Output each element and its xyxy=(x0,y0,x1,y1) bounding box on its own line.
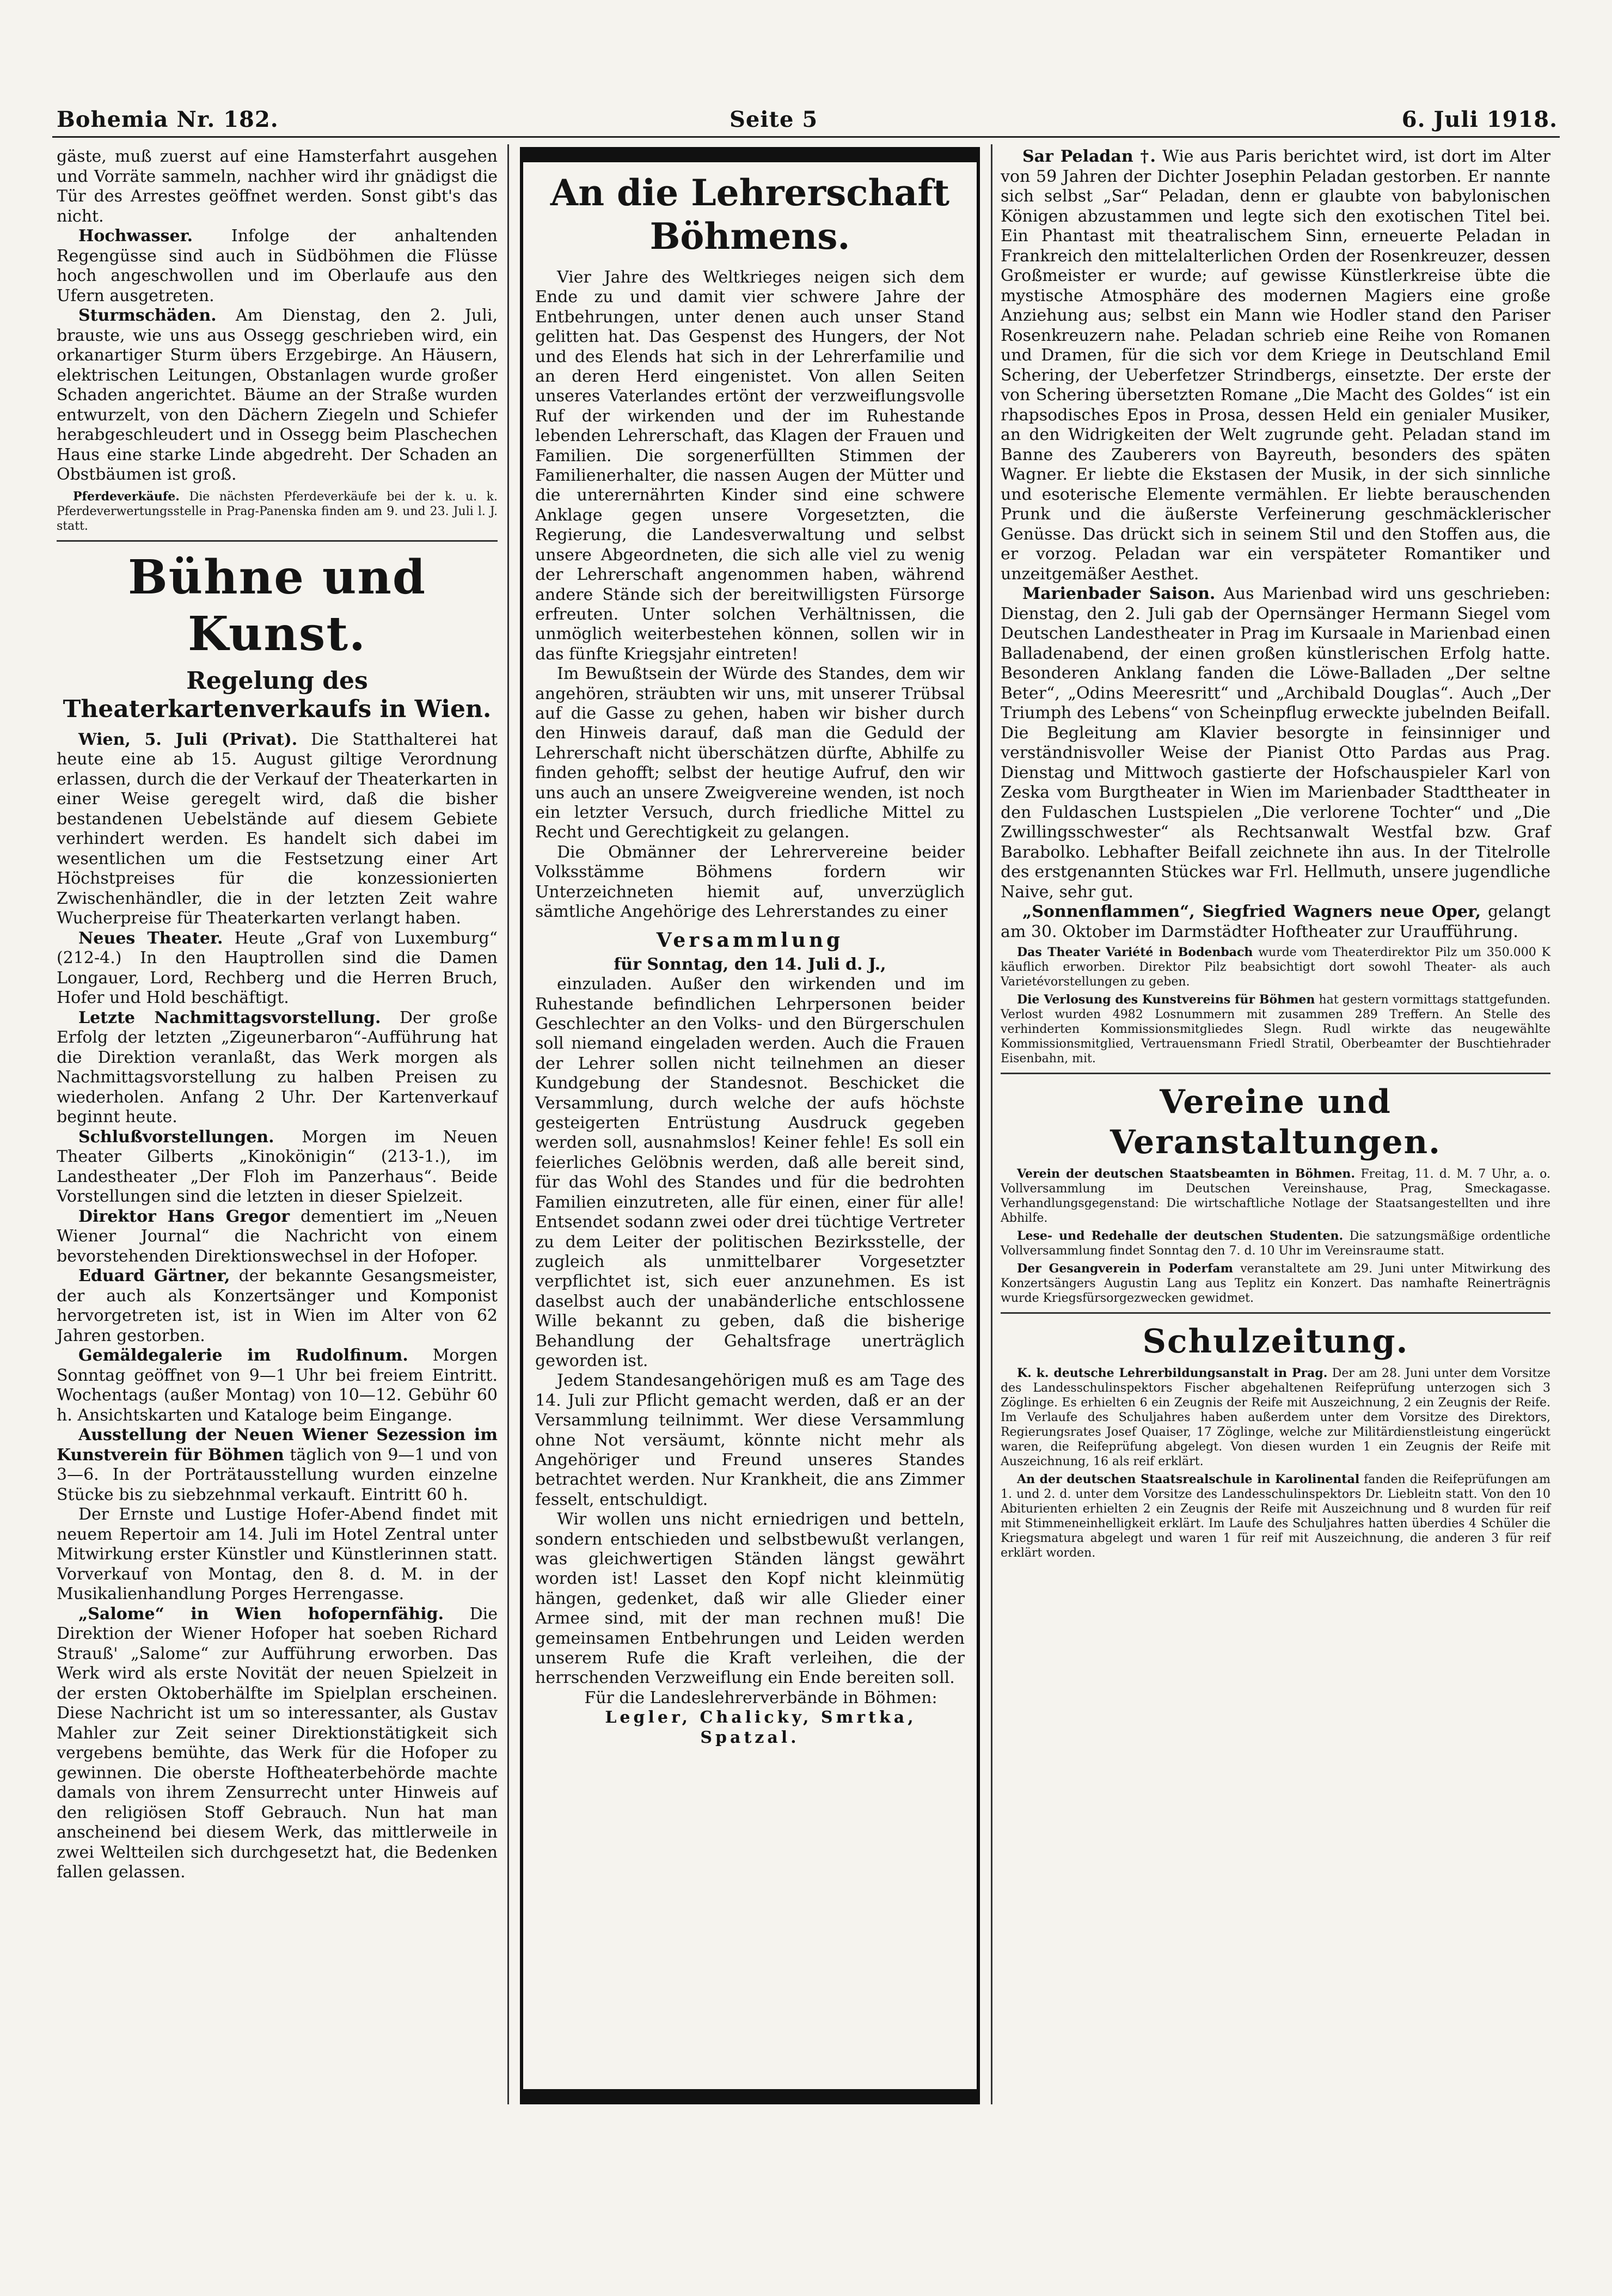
divider xyxy=(1001,1073,1550,1074)
headline: Der Gesangverein in Poderfam xyxy=(1017,1262,1233,1276)
body: Der große Erfolg der letzten „Zigeunerbaron“-Aufführung hat die Direktion veranlaßt, das Werk morgen als Nachmittagsvorstellung zu halben Preisen zu wiederholen. Anfang 2 Uhr. Der Kartenverkauf beginnt heute. xyxy=(57,1008,498,1126)
vereine-title: Vereine und Veranstaltungen. xyxy=(1110,1083,1442,1161)
headline: Verein der deutschen Staatsbeamten in Böhmen. xyxy=(1017,1167,1356,1181)
body: Die nächsten Pferdeverkäufe bei der k. u. k. Pferdeverwertungsstelle in Prag-Panenska finden am 9. und 23. Juli l. J. statt. xyxy=(57,489,498,533)
header-left: Bohemia Nr. 182. xyxy=(57,107,279,132)
news-gemaelde xyxy=(57,1346,498,1425)
schul-item xyxy=(1001,1472,1550,1560)
headline: Sturmschäden. xyxy=(78,306,217,325)
news-neues-theater xyxy=(57,929,498,1008)
news-peladan xyxy=(1001,147,1550,584)
body: täglich von 9—1 und von 3—6. In der Porträtausstellung wurden einzelne Stücke bis zu siebzehnmal verkauft. Eintritt 60 h. xyxy=(57,1445,498,1504)
headline: Lese- und Redehalle der deutschen Studenten. xyxy=(1017,1229,1344,1243)
news-sturm xyxy=(57,306,498,485)
body: Die Statthalterei hat heute eine ab 15. August giltige Verordnung erlassen, durch die der Verkauf der Theaterkarten in einer Weise geregelt wird, daß die bisher bestandenen Uebelstände auf diesem Gebiete verhindert werden. Es handelt sich dabei im wesentlichen um die Festsetzung einer Art Höchstpreises für die konzessionierten Zwischenhändler, die in der letzten Zeit wahre Wucherpreise für Theaterkarten verlangt haben. xyxy=(57,730,498,928)
body: hat gestern vormittags stattgefunden. Verlost wurden 4982 Losnummern mit zusammen 289 Treffern. An Stelle des verhinderten Kommissionsmitgliedes Slegn. Rudl wirkte das neugewählte Kommissionsmitglied, Vertrauensmann Friedl Stratil, Oberbeamter der Buschtiehrader Eisenbahn, mit. xyxy=(1001,993,1550,1066)
appeal-paragraph: Vier Jahre des Weltkrieges neigen sich dem Ende zu und damit vier schwere Jahre der Entbehrungen, unter denen auch unser Stand gelitten hat. Das Gespenst des Hungers, der Not und des Elends hat sich in der Lehrerfamilie und an deren Herd eingenistet. Von allen Seiten unseres Vaterlandes ertönt der verzweiflungsvolle Ruf der wirkenden und der im Ruhestande lebenden Lehrerschaft, das Klagen der Frauen und Familien. Die sorgenerfüllten Stimmen der Familienerhalter, die nassen Augen der Mütter und die unterernährten Kinder sind eine schwere Anklage gegen unsere Vorgesetzten, die Regierung, die Landesverwaltung und selbst unsere Abgeordneten, die sich alle viel zu wenig der Lehrerschaft angenommen haben, während andere Stände sich der bereitwilligsten Fürsorge erfreuten. Unter solchen Verhältnissen, die unmöglich weiterbestehen können, sollen wir in das fünfte Kriegsjahr eintreten! xyxy=(535,268,965,664)
column-rule-1 xyxy=(507,144,509,2104)
versammlung-date: für Sonntag, den 14. Juli d. J., xyxy=(614,954,886,974)
headline: Wien, 5. Juli (Privat). xyxy=(78,730,298,749)
headline: „Sonnenflammen“, Siegfried Wagners neue Oper, xyxy=(1022,902,1481,921)
news-letzte xyxy=(57,1008,498,1128)
appeal-paragraph: Die Obmänner der Lehrervereine beider Volksstämme Böhmens fordern wir Unterzeichneten hiemit auf, unverzüglich sämtliche Angehörige des Lehrerstandes zu einer xyxy=(535,842,965,921)
headline: Ausstellung der Neuen Wiener Sezession im Kunstverein für Böhmen xyxy=(57,1425,498,1465)
news-schluss xyxy=(57,1128,498,1207)
appeal-paragraph: einzuladen. Außer den wirkenden und im Ruhestande befindlichen Lehrpersonen beider Geschlechter an den Volks- und den Bürgerschulen soll niemand eingeladen werden. Auch die Frauen der Lehrer sollen nicht teilnehmen an dieser Kundgebung der Standesnot. Beschicket die Versammlung, durch welche der aufs höchste gesteigerten Entrüstung Ausdruck gegeben werden soll, ausnahmslos! Keiner fehle! Es soll ein feierliches Gelöbnis werden, daß alle bereit sind, für das Wohl des Standes und für die bedrohten Familien einzutreten, alle für einen, einer für alle! Entsendet sodann zwei oder drei tüchtige Vertreter zu dem Leiter der politischen Bezirksstelle, der zugleich als unmittelbarer Vorgesetzter verpflichtet ist, sich euer anzunehmen. Es ist daselbst auch der unabänderliche entschlossene Wille bekannt zu geben, daß die bisherige Behandlung der Gehaltsfrage unerträglich geworden ist. xyxy=(535,975,965,1370)
headline: K. k. deutsche Lehrerbildungsanstalt in Prag. xyxy=(1017,1366,1328,1380)
body: Morgen im Neuen Theater Gilberts „Kinokönigin“ (213-1.), im Landestheater „Der Floh im Panzerhaus“. Beide Vorstellungen sind die letzten in dieser Spielzeit. xyxy=(57,1127,498,1206)
headline: Direktor Hans Gregor xyxy=(78,1207,290,1226)
body: Infolge der anhaltenden Regengüsse sind auch in Südböhmen die Flüsse hoch angeschwollen und im Oberlaufe aus den Ufern ausgetreten. xyxy=(57,226,498,305)
body: gelangt am 30. Oktober im Darmstädter Hoftheater zur Uraufführung. xyxy=(1001,902,1550,941)
signature-line: Für die Landeslehrerverbände in Böhmen: xyxy=(584,1688,937,1707)
headline: Pferdeverkäufe. xyxy=(73,489,180,504)
divider xyxy=(1001,1312,1550,1314)
header-center: Seite 5 xyxy=(730,107,818,132)
header-right: 6. Juli 1918. xyxy=(1401,107,1558,132)
body: Freitag, 11. d. M. 7 Uhr, a. o. Vollversammlung im Deutschen Vereinshause, Prag, Smeckagasse. Verhandlungsgegenstand: Die wirtschaftliche Notlage der Staatsangestellten und ihre Abhilfe. xyxy=(1001,1167,1550,1225)
news-ernste: Der Ernste und Lustige Hofer-Abend findet mit neuem Repertoir am 14. Juli im Hotel Zentral unter Mitwirkung erster Künstler und Künstlerinnen statt. Vorverkauf von Montag, den 8. d. M. in der Musikalienhandlung Porges Herrengasse. xyxy=(57,1505,498,1603)
news-hochwasser xyxy=(57,226,498,306)
news-gaertner xyxy=(57,1266,498,1346)
vereine-item xyxy=(1001,1167,1550,1226)
box-top-bar xyxy=(523,150,977,162)
box-bottom-bar xyxy=(523,2089,977,2101)
body: dementiert im „Neuen Wiener Journal“ die Nachricht von einem bevorstehenden Direktionswechsel in der Hofoper. xyxy=(57,1207,498,1266)
news-verlosung xyxy=(1001,993,1550,1066)
news-pferde xyxy=(57,489,498,534)
headline: Letzte Nachmittagsvorstellung. xyxy=(78,1008,381,1027)
body: veranstaltete am 29. Juni unter Mitwirkung des Konzertsängers Augustin Lang aus Teplitz ein Konzert. Das namhafte Reinerträgnis wurde Kriegsfürsorgezwecken gewidmet. xyxy=(1001,1262,1550,1305)
headline: Gemäldegalerie im Rudolfinum. xyxy=(78,1346,408,1365)
body: Aus Marienbad wird uns geschrieben: Dienstag, den 2. Juli gab der Opernsänger Hermann Siegel vom Deutschen Landestheater in Prag im Kursaale in Marienbad einen Balladenabend, der einen großen künstlerischen Erfolg hatte. Besonderen Anklang fanden die Löwe-Balladen „Der seltne Beter“, „Odins Meeresritt“ und „Archibald Douglas“. Auch „Der Triumph des Lebens“ von Scheinpflug erweckte jubelnden Beifall. Die Begleitung am Klavier besorgte in feinsinniger und verständnisvoller Weise der Pianist Otto Pardas aus Prag. Dienstag und Mittwoch gastierte der Hofschauspieler Karl von Zeska vom Burgtheater in Wien im Marienbader Stadttheater in den Fuldaschen Lustspielen „Die verlorene Tochter“ und „Die Zwillingsschwester“ als Rechtsanwalt Westfal bzw. Graf Barabolko. Lebhafter Beifall zeichnete ihn aus. In der Titelrolle des erstgenannten Stückes war Frl. Hellmuth, unsere jugendliche Naive, sehr gut. xyxy=(1001,584,1550,902)
appeal-box xyxy=(520,147,980,2104)
appeal-title: An die Lehrerschaft Böhmens. xyxy=(550,172,950,258)
body: fanden die Reifeprüfungen am 1. und 2. d. unter dem Vorsitze des Landesschulinspektors Dr. Liebleitn statt. Von den 10 Abiturienten erhielten 2 ein Zeugnis der Reife mit Auszeichnung und 8 wurden für reif mit Stimmeneinhelligkeit erklärt. Im Laufe des Schuljahres hatten überdies 4 Schüler die Kriegsmatura abgelegt und waren 1 für reif mit Auszeichnung, die anderen 3 für reif erklärt worden. xyxy=(1001,1473,1550,1560)
news-gregor xyxy=(57,1207,498,1267)
versammlung-heading: Versammlung xyxy=(656,929,844,952)
news-sonnenflammen xyxy=(1001,902,1550,942)
body: Am Dienstag, den 2. Juli, brauste, wie uns aus Ossegg geschrieben wird, ein orkanartiger Sturm übers Erzgebirge. An Häusern, elektrischen Leitungen, Obstanlagen wurde großer Schaden angerichtet. Bäume an der Straße wurden entwurzelt, von den Dächern Ziegeln und Schiefer herabgeschleudert und in Ossegg beim Plaschechen Haus eine starke Linde abgedreht. Der Schaden an Obstbäumen ist groß. xyxy=(57,306,498,484)
body: Die satzungsmäßige ordentliche Vollversammlung findet Sonntag den 7. d. 10 Uhr im Vereinsraume statt. xyxy=(1001,1229,1551,1258)
body: Wie aus Paris berichtet wird, ist dort im Alter von 59 Jahren der Dichter Josephin Peladan gestorben. Er nannte sich selbst „Sar“ Peladan, denn er glaubte von babylonischen Königen abzustammen und legte sich den exotischen Titel bei. Ein Phantast mit theatralischem Sinn, erneuerte Peladan in Frankreich den mittelalterlichen Orden der Rosenkreuzer, dessen Großmeister er wurde; auf gewisse Künstlerkreise übte die mystische Atmosphäre des modernen Magiers eine große Anziehung aus; selbst ein Mann wie Hodler stand den Pariser Rosenkreuzern nahe. Peladan schrieb eine Reihe von Romanen und Dramen, für die sich vor dem Kriege in Deutschland Emil Schering, der Ueberfetzer Strindbergs, einsetzte. Der erste der von Schering übersetzten Romane „Die Macht des Goldes“ ist ein rhapsodisches Epos in Prosa, dessen Held ein genialer Musiker, an den Widrigkeiten der Welt zugrunde geht. Peladan stand im Banne des Zauberers von Bayreuth, besonders des späten Wagner. Er liebte die Ekstasen der Musik, in der sich sinnliche und esoterische Elemente vermählen. Er liebte berauschenden Prunk und die äußerste Verfeinerung geschmäcklerischer Genüsse. Das drückt sich in seinem Stil und den Stoffen aus, die er vorzog. Peladan war ein verspäteter Romantiker und unzeitgemäßer Aesthet. xyxy=(1001,147,1550,584)
column-1 xyxy=(57,147,498,1883)
headline: Sar Peladan †. xyxy=(1022,147,1156,166)
news-wien xyxy=(57,730,498,929)
headline: Neues Theater. xyxy=(78,928,223,948)
column-rule-2 xyxy=(991,144,992,2104)
signature-names: Legler, Chalicky, Smrtka, Spatzal. xyxy=(605,1708,917,1747)
appeal-paragraph: Jedem Standesangehörigen muß es am Tage des 14. Juli zur Pflicht gemacht werden, daß er an der Versammlung teilnimmt. Wer diese Versammlung ohne Not versäumt, könnte nicht mehr als Angehöriger und Freund unseres Standes betrachtet werden. Nur Krankheit, die ans Zimmer fesselt, entschuldigt. xyxy=(535,1371,965,1509)
body: der bekannte Gesangsmeister, der auch als Konzertsänger und Komponist hervorgetreten ist, ist in Wien im Alter von 62 Jahren gestorben. xyxy=(57,1266,498,1345)
headline: Marienbader Saison. xyxy=(1022,584,1216,603)
headline: An der deutschen Staatsrealschule in Karolinental xyxy=(1017,1472,1360,1486)
headline: Das Theater Variété in Bodenbach xyxy=(1017,945,1253,959)
appeal-body xyxy=(535,268,965,1748)
intro-text: gäste, muß zuerst auf eine Hamsterfahrt ausgehen und Vorräte sammeln, nachher wird ihr gnädigst die Tür des Arrestes geöffnet werden. Sonst gibt's das nicht. xyxy=(57,147,498,226)
headline: Eduard Gärtner, xyxy=(78,1266,230,1285)
headline: „Salome“ in Wien hofopernfähig. xyxy=(78,1604,444,1624)
headline: Die Verlosung des Kunstvereins für Böhmen xyxy=(1017,993,1315,1007)
vereine-item xyxy=(1001,1229,1550,1258)
sub-title: Regelung des Theaterkartenverkaufs in Wien. xyxy=(63,666,492,723)
headline: Schlußvorstellungen. xyxy=(78,1127,274,1147)
schul-title: Schulzeitung. xyxy=(1142,1323,1409,1361)
section-title: Bühne und Kunst. xyxy=(127,549,427,662)
vereine-item xyxy=(1001,1262,1550,1306)
appeal-paragraph: Wir wollen uns nicht erniedrigen und betteln, sondern entschieden und selbstbewußt verlangen, was gleichwertigen Ständen längst gewährt worden ist! Lasset den Kopf nicht kleinmütig hängen, gedenket, daß wir alle Glieder einer Armee sind, mit der man rechnen muß! Die gemeinsamen Entbehrungen und Leiden werden unserem Rufe die Kraft verleihen, die der herrschenden Verzweiflung ein Ende bereiten soll. xyxy=(535,1510,965,1688)
header-rule xyxy=(52,136,1560,138)
news-ausstellung xyxy=(57,1425,498,1505)
news-marienbad xyxy=(1001,584,1550,902)
body: Der am 28. Juni unter dem Vorsitze des Landesschulinspektors Fischer abgehaltenen Reifeprüfung unterzogen sich 3 Zöglinge. Es erhielten 6 ein Zeugnis der Reife mit Auszeichnung, 2 ein Zeugnis der Reife. Im Verlaufe des Schuljahres haben außerdem unter dem Vorsitze des Direktors, Regierungsrates Josef Quaiser, 17 Zöglinge, welche zur Militärdienstleistung eingerückt waren, die Reifeprüfung abgelegt. Von diesen wurden 1 ein Zeugnis der Reife mit Auszeichnung, 16 als reif erklärt. xyxy=(1001,1367,1550,1468)
body: Morgen Sonntag geöffnet von 9—1 Uhr bei freiem Eintritt. Wochentags (außer Montag) von 10—12. Gebühr 60 h. Ansichtskarten und Kataloge beim Eingange. xyxy=(57,1346,498,1425)
headline: Hochwasser. xyxy=(78,226,193,246)
appeal-paragraph: Im Bewußtsein der Würde des Standes, dem wir angehören, sträubten wir uns, mit unserer Trübsal auf die Gasse zu gehen, haben wir bisher durch den Hinweis darauf, daß man die Geduld der Lehrerschaft nicht überschätzen dürfte, Abhilfe zu finden gehofft; selbst der heutige Aufruf, den wir uns auch an unsere Zweigvereine wenden, ist noch ein letzter Versuch, durch friedliche Mittel zu Recht und Gerechtigkeit zu gelangen. xyxy=(535,664,965,842)
body: wurde vom Theaterdirektor Pilz um 350.000 K käuflich erworben. Direktor Pilz beabsichtigt dort sowohl Theater- als auch Varietévorstellungen zu geben. xyxy=(1001,946,1551,989)
news-salome xyxy=(57,1605,498,1883)
divider xyxy=(57,540,498,542)
column-3 xyxy=(1001,147,1550,1560)
schul-item xyxy=(1001,1366,1550,1469)
news-variete xyxy=(1001,945,1550,989)
body: Die Direktion der Wiener Hofoper hat soeben Richard Strauß' „Salome“ zur Aufführung erworben. Das Werk wird als erste Novität der neuen Spielzeit in der ersten Oktoberhälfte im Spielplan erscheinen. Diese Nachricht ist um so interessanter, als Gustav Mahler zur Zeit seiner Direktionstätigkeit sich vergebens bemühte, das Werk für die Hofoper zu gewinnen. Die oberste Hoftheaterbehörde machte damals von ihrem Zensurrecht unter Hinweis auf den religiösen Stoff Gebrauch. Nun hat man anscheinend bei diesem Werk, das mittlerweile in zwei Weltteilen sich durchgesetzt hat, die Bedenken fallen gelassen. xyxy=(57,1604,498,1882)
body: Heute „Graf von Luxemburg“ (212-4.) In den Hauptrollen sind die Damen Longauer, Lord, Rechberg und die Herren Bruch, Hofer und Hold beschäftigt. xyxy=(57,928,498,1007)
